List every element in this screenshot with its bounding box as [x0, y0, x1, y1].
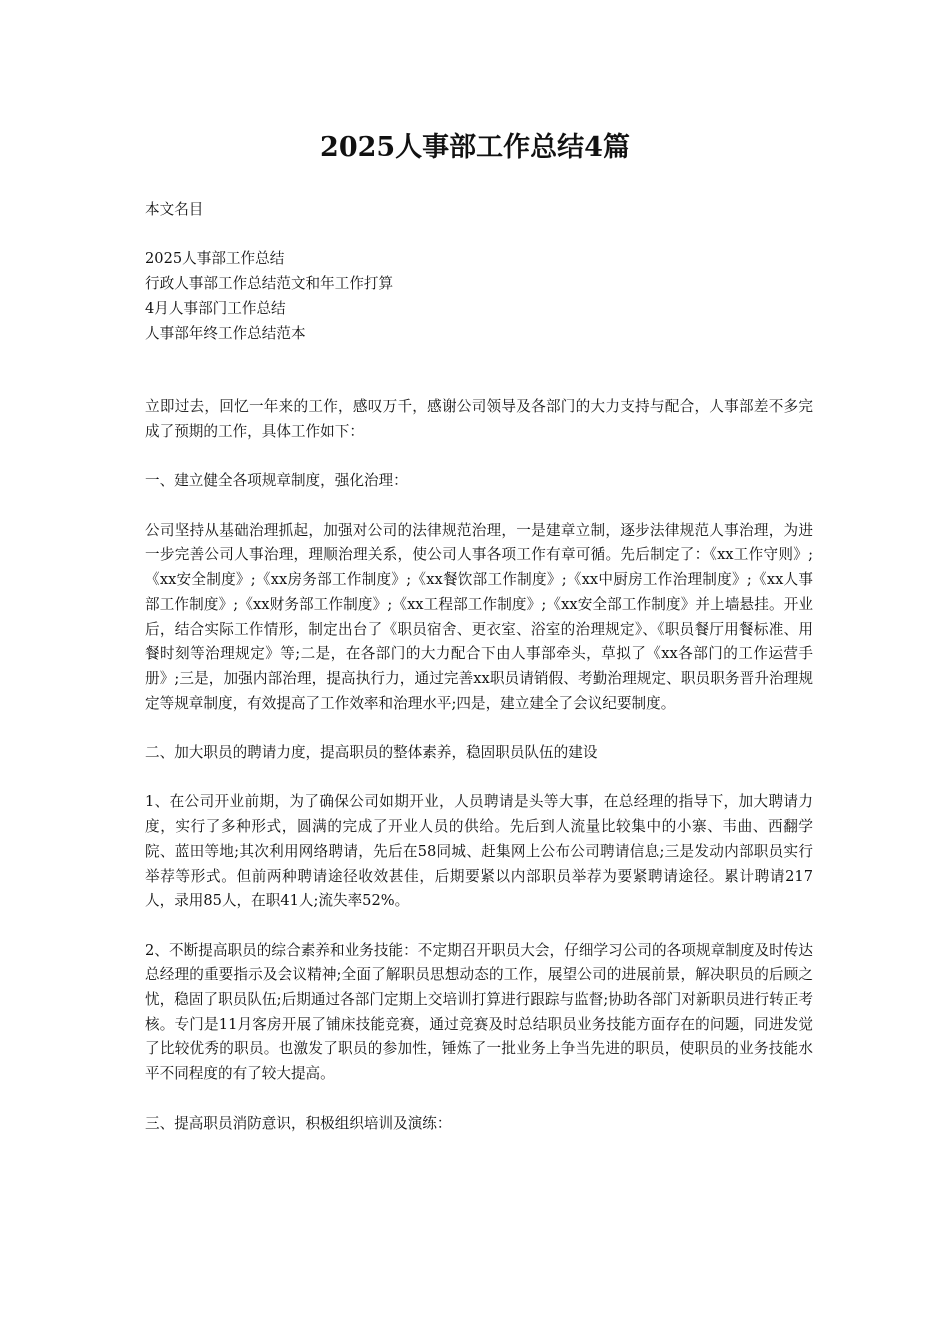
intro-paragraph: 立即过去，回忆一年来的工作，感叹万千，感谢公司领导及各部门的大力支持与配合，人事部差不多完成了预期的工作，具体工作如下： — [145, 398, 813, 440]
toc-heading: 本文名目 — [145, 201, 204, 218]
document-title: 2025人事部工作总结4篇 — [320, 132, 630, 163]
toc-item: 2025人事部工作总结 — [145, 250, 285, 268]
toc-item: 行政人事部工作总结范文和年工作打算 — [145, 275, 394, 293]
section-heading-2: 二、加大职员的聘请力度，提高职员的整体素养，稳固职员队伍的建设 — [145, 744, 598, 761]
table-of-contents — [145, 247, 813, 346]
section-heading-3: 三、提高职员消防意识，积极组织培训及演练： — [145, 1114, 452, 1132]
section-1-paragraph: 公司坚持从基础治理抓起，加强对公司的法律规范治理，一是建章立制，逐步法律规范人事治理，为进一步完善公司人事治理，理顺治理关系，使公司人事各项工作有章可循。先后制定了：《xx工作守则》;《xx安全制度》;《xx房务部工作制度》;《xx餐饮部工作制度》;《xx中厨房工作治理制度》;《xx人事部工作制度》;《xx财务部工作制度》;《xx工程部工作制度》;《xx安全部工作制度》并上墙悬挂。开业后，结合实际工作情形，制定出台了《职员宿舍、更衣室、浴室的治理规定》、《职员餐厅用餐标准、用餐时刻等治理规定》等;二是，在各部门的大力配合下由人事部牵头，草拟了《xx各部门的工作运营手册》;三是，加强内部治理，提高执行力，通过完善xx职员请销假、考勤治理规定、职员职务晋升治理规定等规章制度，有效提高了工作效率和治理水平;四是，建立建全了会议纪要制度。 — [145, 521, 813, 712]
section-2-paragraph-2: 2、不断提高职员的综合素养和业务技能：不定期召开职员大会，仔细学习公司的各项规章制度及时传达总经理的重要指示及会议精神;全面了解职员思想动态的工作，展望公司的进展前景，解决职员的后顾之忧，稳固了职员队伍;后期通过各部门定期上交培训打算进行跟踪与监督;协助各部门对新职员进行转正考核。专门是11月客房开展了铺床技能竞赛，通过竞赛及时总结职员业务技能方面存在的问题，同进发觉了比较优秀的职员。也激发了职员的参加性，锤炼了一批业务上争当先进的职员，使职员的业务技能水平不同程度的有了较大提高。 — [145, 941, 813, 1083]
section-heading-1: 一、建立健全各项规章制度，强化治理： — [145, 472, 408, 490]
section-2-paragraph-1: 1、在公司开业前期，为了确保公司如期开业，人员聘请是头等大事，在总经理的指导下，加大聘请力度，实行了多种形式，圆满的完成了开业人员的供给。先后到人流量比较集中的小寨、韦曲、西翻学院、蓝田等地;其次利用网络聘请，先后在58同城、赶集网上公布公司聘请信息;三是发动内部职员实行举荐等形式。但前两种聘请途径收效甚佳，后期要紧以内部职员举荐为要紧聘请途径。累计聘请217人，录用85人，在职41人;流失率52%。 — [145, 793, 813, 910]
toc-item: 人事部年终工作总结范本 — [145, 324, 306, 342]
toc-item: 4月人事部门工作总结 — [145, 299, 286, 317]
document-body — [145, 198, 813, 1136]
